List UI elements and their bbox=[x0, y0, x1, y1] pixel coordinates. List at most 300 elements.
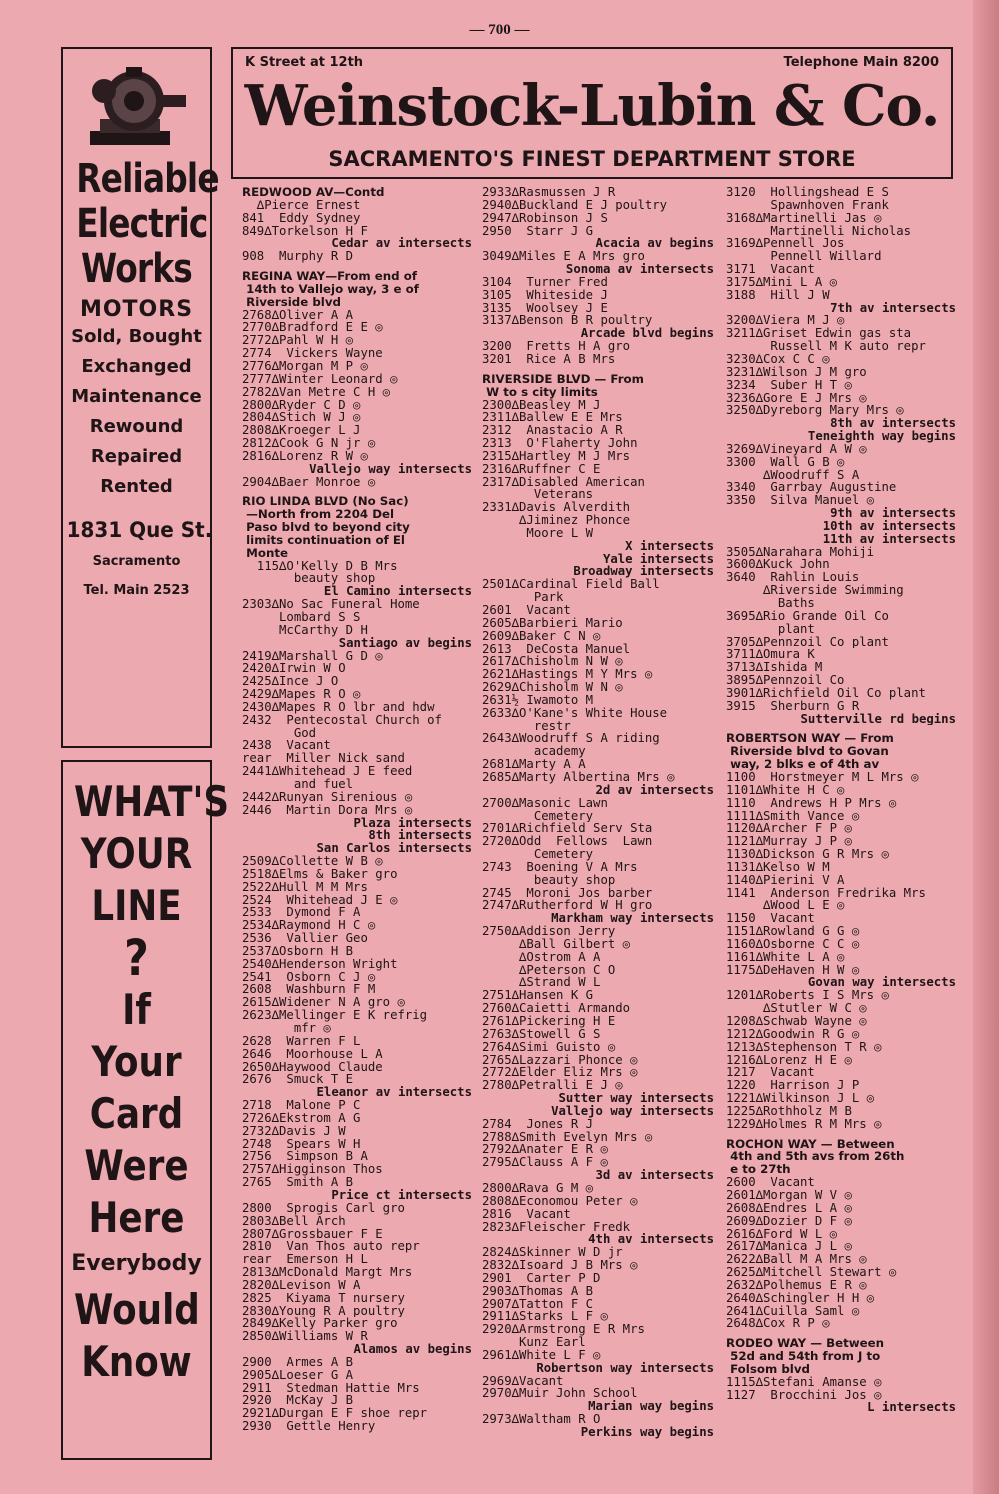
directory-entry: 2816 Vacant bbox=[482, 1207, 571, 1221]
directory-entry: 2501∆Cardinal Field Ball bbox=[482, 578, 660, 592]
directory-entry: 3231∆Wilson J M gro bbox=[726, 365, 867, 379]
directory-entry: 1130∆Dickson G R Mrs ◎ bbox=[726, 848, 889, 861]
directory-entry: 2316∆Ruffner C E bbox=[482, 462, 601, 476]
directory-entry: 2961∆White L F ◎ bbox=[482, 1348, 601, 1362]
directory-entry: 1101∆White H C ◎ bbox=[726, 783, 845, 797]
directory-entry: 2757∆Higginson Thos bbox=[242, 1163, 383, 1177]
directory-entry: 2534∆Raymond H C ◎ bbox=[242, 919, 376, 933]
directory-entry: 2732∆Davis J W bbox=[242, 1124, 346, 1138]
directory-entry: 2648∆Cox R P ◎ bbox=[726, 1317, 830, 1331]
directory-entry: 3640 Rahlin Louis bbox=[726, 571, 860, 585]
directory-entry: 2605∆Barbieri Mario bbox=[482, 616, 623, 630]
directory-entry: 2751∆Hansen K G bbox=[482, 989, 594, 1003]
directory-entry: 2905∆Loeser G A bbox=[242, 1368, 354, 1382]
directory-entry: ∆Pierce Ernest bbox=[242, 198, 361, 212]
directory-entry: 2430∆Mapes R O lbr and hdw bbox=[242, 700, 435, 714]
directory-entry: 1100 Horstmeyer M L Mrs ◎ bbox=[726, 770, 919, 784]
street-intersection-note: 8th av intersects bbox=[830, 417, 956, 431]
directory-entry: 2792∆Anater E R ◎ bbox=[482, 1143, 608, 1157]
directory-entry: 2803∆Bell Arch bbox=[242, 1214, 346, 1228]
street-intersection-note: Alamos av begins bbox=[353, 1343, 472, 1356]
ad-city: Sacramento bbox=[92, 554, 181, 570]
directory-entry: 1151∆Rowland G G ◎ bbox=[726, 925, 860, 938]
directory-entry: 2313 O'Flaherty John bbox=[482, 437, 638, 450]
ad-service: Sold, Bought bbox=[71, 326, 202, 348]
directory-entry: 3695∆Rio Grande Oil Co bbox=[726, 609, 889, 623]
directory-entry: 2685∆Marty Albertina Mrs ◎ bbox=[482, 770, 675, 784]
street-heading: limits continuation of El bbox=[242, 533, 405, 547]
directory-entry: 2800∆Rava G M ◎ bbox=[482, 1181, 594, 1195]
store-tagline: SACRAMENTO'S FINEST DEPARTMENT STORE bbox=[328, 147, 856, 171]
street-heading: Riverside blvd to Govan bbox=[726, 745, 889, 759]
directory-entry: 3049∆Miles E A Mrs gro bbox=[482, 250, 645, 264]
directory-entry: 3895∆Pennzoil Co bbox=[726, 674, 845, 687]
directory-entry: 2763∆Stowell G S bbox=[482, 1027, 601, 1041]
ad2-word: Card bbox=[89, 1089, 184, 1138]
directory-entry: 2950 Starr J G bbox=[482, 224, 594, 238]
directory-entry: rear Emerson H L bbox=[242, 1253, 368, 1267]
directory-entry: ∆Jiminez Phonce bbox=[482, 514, 631, 527]
directory-entry: 2743 Boening V A Mrs bbox=[482, 860, 638, 874]
street-intersection-note: Teneighth way begins bbox=[807, 430, 956, 443]
directory-entry: 2631½ Iwamoto M bbox=[482, 693, 594, 707]
directory-entry: beauty shop bbox=[482, 873, 616, 887]
directory-entry: ∆Riverside Swimming bbox=[726, 584, 904, 597]
directory-entry: 2784 Jones R J bbox=[482, 1117, 594, 1131]
directory-entry: 3171 Vacant bbox=[726, 263, 815, 276]
directory-entry: 2832∆Isoard J B Mrs ◎ bbox=[482, 1259, 638, 1272]
directory-entry: 2756 Simpson B A bbox=[242, 1150, 368, 1164]
directory-entry: 3236∆Gore E J Mrs ◎ bbox=[726, 391, 867, 405]
directory-entry: 2701∆Richfield Serv Sta bbox=[482, 822, 653, 836]
directory-entry: 2650∆Haywood Claude bbox=[242, 1060, 383, 1074]
directory-entry: 2617∆Chisholm N W ◎ bbox=[482, 655, 623, 669]
ad2-word: Were bbox=[84, 1141, 189, 1190]
directory-entry: 2315∆Hartley M J Mrs bbox=[482, 449, 631, 463]
directory-entry: 2616∆Ford W L ◎ bbox=[726, 1227, 838, 1241]
directory-entry: Pennell Willard bbox=[726, 250, 882, 264]
directory-entry: ∆Peterson C O bbox=[482, 963, 616, 977]
directory-entry: 2509∆Collette W B ◎ bbox=[242, 855, 383, 868]
directory-entry: Cemetery bbox=[482, 848, 594, 861]
directory-entry: 1216∆Lorenz H E ◎ bbox=[726, 1053, 852, 1067]
directory-entry: ∆Wood L E ◎ bbox=[726, 899, 845, 913]
ad2-word: Your bbox=[91, 1037, 182, 1086]
street-heading: ROBERTSON WAY — From bbox=[726, 732, 894, 746]
street-intersection-note: Sutter way intersects bbox=[558, 1092, 714, 1105]
directory-entry: 2808∆Economou Peter ◎ bbox=[482, 1194, 638, 1208]
directory-entry: rear Miller Nick sand bbox=[242, 752, 405, 766]
street-heading: REGINA WAY—From end of bbox=[242, 270, 417, 283]
directory-entry: academy bbox=[482, 745, 586, 759]
directory-entry: 2608 Washburn F M bbox=[242, 983, 376, 997]
directory-entry: 1201∆Roberts I S Mrs ◎ bbox=[726, 989, 889, 1003]
ad2-word: Everybody bbox=[71, 1251, 202, 1276]
directory-entry: 2601∆Morgan W V ◎ bbox=[726, 1188, 852, 1202]
street-heading: Monte bbox=[242, 546, 288, 560]
street-intersection-note: Marian way begins bbox=[588, 1400, 714, 1414]
directory-entry: 2907∆Tatton F C bbox=[482, 1297, 594, 1311]
directory-entry: 2782∆Van Metre C H ◎ bbox=[242, 385, 391, 399]
ad-motors: MOTORS bbox=[79, 297, 194, 323]
directory-entry: 2615∆Widener N A gro ◎ bbox=[242, 996, 405, 1010]
directory-entry: 2446 Martin Dora Mrs ◎ bbox=[242, 803, 413, 817]
street-heading: RIVERSIDE BLVD — From bbox=[482, 372, 644, 386]
directory-entry: 3169∆Pennell Jos bbox=[726, 237, 845, 251]
directory-entry: 1161∆White L A ◎ bbox=[726, 950, 845, 964]
street-heading: REDWOOD AV—Contd bbox=[242, 186, 385, 199]
ad2-word: LINE bbox=[91, 881, 182, 930]
directory-entry: 3137∆Benson B R poultry bbox=[482, 314, 653, 328]
directory-entry: 2425∆Ince J O bbox=[242, 675, 339, 689]
directory-entry: 2720∆Odd Fellows Lawn bbox=[482, 835, 653, 849]
directory-entry: 1120∆Archer F P ◎ bbox=[726, 822, 852, 836]
directory-entry: 2768∆Oliver A A bbox=[242, 308, 354, 322]
directory-entry: beauty shop bbox=[242, 572, 376, 586]
directory-entry: 1225∆Rothholz M B bbox=[726, 1104, 852, 1118]
directory-entry: 2432 Pentecostal Church of bbox=[242, 713, 442, 727]
directory-entry: 2625∆Mitchell Stewart ◎ bbox=[726, 1266, 897, 1279]
directory-entry: 2825 Kiyama T nursery bbox=[242, 1291, 405, 1305]
directory-entry: Cemetery bbox=[482, 809, 594, 823]
directory-entry: 1217 Vacant bbox=[726, 1066, 815, 1080]
directory-entry: 2820∆Levison W A bbox=[242, 1278, 361, 1292]
directory-entry: 2765 Smith A B bbox=[242, 1176, 354, 1189]
directory-entry: 2640∆Schingler H H ◎ bbox=[726, 1291, 875, 1305]
directory-entry: 908 Murphy R D bbox=[242, 250, 354, 264]
ad2-word: If bbox=[122, 985, 151, 1034]
ad2-word: Here bbox=[88, 1193, 185, 1242]
street-intersection-note: Price ct intersects bbox=[331, 1188, 472, 1202]
directory-entry: 1220 Harrison J P bbox=[726, 1079, 860, 1093]
directory-entry: 2947∆Robinson J S bbox=[482, 211, 608, 225]
directory-entry: ∆Strand W L bbox=[482, 976, 601, 990]
ad-title-line-1: Reliable bbox=[76, 156, 219, 202]
street-heading: Riverside blvd bbox=[242, 295, 341, 309]
directory-column-2 bbox=[482, 186, 714, 1439]
electric-motor-icon bbox=[82, 61, 192, 153]
directory-entry: ∆Woodruff S A bbox=[726, 468, 860, 482]
directory-entry: 2429∆Mapes R O ◎ bbox=[242, 688, 361, 701]
street-intersection-note: Arcade blvd begins bbox=[580, 327, 714, 341]
directory-entry: 2600 Vacant bbox=[726, 1176, 815, 1189]
street-heading: e to 27th bbox=[726, 1163, 791, 1177]
directory-entry: 2537∆Osborn H B bbox=[242, 944, 354, 958]
directory-entry: 2303∆No Sac Funeral Home bbox=[242, 598, 420, 611]
directory-entry: 3230∆Cox C C ◎ bbox=[726, 352, 830, 366]
directory-entry: 2808∆Kroeger L J bbox=[242, 424, 361, 438]
directory-entry: 2718 Malone P C bbox=[242, 1099, 361, 1112]
directory-entry: 115∆O'Kelly D B Mrs bbox=[242, 559, 398, 573]
ad-title-line-2: Electric bbox=[76, 200, 208, 247]
directory-entry: 2800∆Ryder C D ◎ bbox=[242, 398, 361, 412]
directory-entry: 3135 Woolsey J E bbox=[482, 301, 608, 315]
directory-entry: 2524 Whitehead J E ◎ bbox=[242, 893, 398, 907]
street-intersection-note: Cedar av intersects bbox=[331, 237, 472, 251]
reliable-electric-ad bbox=[61, 47, 219, 748]
directory-entry: 2541 Osborn C J ◎ bbox=[242, 970, 376, 984]
directory-entry: 3713∆Ishida M bbox=[726, 661, 823, 675]
directory-entry: 2622∆Ball M A Mrs ◎ bbox=[726, 1253, 867, 1267]
directory-entry: 1127 Brocchini Jos ◎ bbox=[726, 1388, 882, 1402]
directory-entry: 2973∆Waltham R O bbox=[482, 1413, 601, 1426]
directory-entry: 2813∆McDonald Margt Mrs bbox=[242, 1266, 413, 1279]
street-intersection-note: 9th av intersects bbox=[830, 507, 956, 520]
directory-entry: 2940∆Buckland E J poultry bbox=[482, 198, 668, 212]
directory-entry: 3104 Turner Fred bbox=[482, 275, 608, 289]
directory-entry: 2911 Stedman Hattie Mrs bbox=[242, 1381, 420, 1395]
directory-entry: and fuel bbox=[242, 777, 354, 791]
directory-entry: 3269∆Vineyard A W ◎ bbox=[726, 442, 867, 456]
directory-entry: 2823∆Fleischer Fredk bbox=[482, 1220, 631, 1234]
directory-entry: 2522∆Hull M M Mrs bbox=[242, 880, 368, 894]
directory-entry: 3175∆Mini L A ◎ bbox=[726, 275, 838, 289]
street-intersection-note: 7th av intersects bbox=[830, 301, 956, 315]
street-heading: —North from 2204 Del bbox=[242, 508, 395, 522]
directory-entry: 3211∆Griset Edwin gas sta bbox=[726, 327, 912, 341]
directory-entry: 3250∆Dyreborg Mary Mrs ◎ bbox=[726, 404, 904, 418]
ad-title-line-3: Works bbox=[81, 245, 192, 292]
directory-entry: 2761∆Pickering H E bbox=[482, 1015, 616, 1028]
directory-entry: 2609∆Dozier D F ◎ bbox=[726, 1214, 852, 1228]
ad-address: 1831 Que St. bbox=[66, 518, 213, 543]
directory-entry: 1212∆Goodwin R G ◎ bbox=[726, 1027, 860, 1041]
ad2-word: ? bbox=[124, 929, 149, 987]
directory-entry: 3105 Whiteside J bbox=[482, 288, 608, 302]
directory-entry: 3901∆Richfield Oil Co plant bbox=[726, 686, 926, 700]
directory-entry: 2676 Smuck T E bbox=[242, 1073, 354, 1087]
directory-entry: 2312 Anastacio A R bbox=[482, 424, 623, 438]
weinstock-lubin-header-ad bbox=[231, 47, 953, 179]
street-heading: RIO LINDA BLVD (No Sac) bbox=[242, 495, 409, 509]
directory-entry: 2628 Warren F L bbox=[242, 1034, 361, 1048]
directory-entry: mfr ◎ bbox=[242, 1022, 331, 1035]
header-phone: Telephone Main 8200 bbox=[783, 55, 939, 70]
directory-entry: 3350 Silva Manuel ◎ bbox=[726, 494, 875, 508]
directory-entry: 2930 Gettle Henry bbox=[242, 1420, 376, 1433]
street-intersection-note: 8th intersects bbox=[368, 829, 472, 843]
directory-entry: 3711∆Omura K bbox=[726, 648, 815, 662]
ad-service: Rewound bbox=[89, 416, 184, 438]
directory-entry: 2438 Vacant bbox=[242, 739, 331, 753]
street-intersection-note: Sutterville rd begins bbox=[800, 712, 956, 726]
street-intersection-note: 3d av intersects bbox=[595, 1169, 714, 1182]
street-intersection-note: Yale intersects bbox=[602, 552, 714, 566]
directory-entry: 2747∆Rutherford W H gro bbox=[482, 899, 653, 913]
directory-entry: 2750∆Addison Jerry bbox=[482, 925, 616, 938]
directory-entry: 2518∆Elms & Baker gro bbox=[242, 867, 398, 881]
directory-entry: ∆Ostrom A A bbox=[482, 950, 601, 964]
directory-entry: 2850∆Williams W R bbox=[242, 1330, 368, 1344]
directory-entry: 2629∆Chisholm W N ◎ bbox=[482, 681, 623, 694]
directory-entry: 1115∆Stefani Amanse ◎ bbox=[726, 1375, 882, 1389]
directory-entry: 2920∆Armstrong E R Mrs bbox=[482, 1323, 645, 1337]
directory-entry: 1213∆Stephenson T R ◎ bbox=[726, 1040, 882, 1054]
ad-service: Exchanged bbox=[81, 356, 192, 378]
directory-entry: 2617∆Manica J L ◎ bbox=[726, 1240, 852, 1254]
directory-entry: 2795∆Clauss A F ◎ bbox=[482, 1156, 608, 1170]
directory-entry: 1208∆Schwab Wayne ◎ bbox=[726, 1015, 867, 1028]
directory-entry: God bbox=[242, 726, 317, 740]
directory-entry: 3234 Suber H T ◎ bbox=[726, 378, 852, 392]
directory-entry: 849∆Torkelson H F bbox=[242, 224, 368, 238]
directory-entry: 3340 Garrbay Augustine bbox=[726, 481, 897, 495]
directory-entry: 1150 Vacant bbox=[726, 912, 815, 926]
directory-entry: 3188 Hill J W bbox=[726, 288, 830, 302]
directory-entry: 2601 Vacant bbox=[482, 604, 571, 617]
directory-entry: 2770∆Bradford E E ◎ bbox=[242, 321, 383, 335]
street-intersection-note: San Carlos intersects bbox=[316, 842, 472, 856]
directory-entry: 2331∆Davis Alverdith bbox=[482, 501, 631, 515]
street-intersection-note: Markham way intersects bbox=[551, 912, 714, 926]
directory-entry: 1229∆Holmes R M Mrs ◎ bbox=[726, 1117, 882, 1131]
directory-entry: 2311∆Ballew E E Mrs bbox=[482, 411, 623, 425]
directory-entry: 2536 Vallier Geo bbox=[242, 932, 368, 945]
street-intersection-note: Sonoma av intersects bbox=[565, 263, 714, 276]
directory-entry: plant bbox=[726, 622, 815, 636]
street-heading: way, 2 blks e of 4th av bbox=[726, 758, 880, 771]
street-intersection-note: Acacia av begins bbox=[595, 237, 714, 251]
street-heading: 52d and 54th from J to bbox=[726, 1350, 881, 1363]
directory-entry: 2777∆Winter Leonard ◎ bbox=[242, 372, 398, 386]
ad2-word: WHAT'S bbox=[74, 777, 230, 826]
directory-entry: 1121∆Murray J P ◎ bbox=[726, 835, 852, 849]
street-heading: Folsom blvd bbox=[726, 1362, 810, 1376]
directory-entry: 2442∆Runyan Sirenious ◎ bbox=[242, 790, 413, 804]
directory-entry: 2774 Vickers Wayne bbox=[242, 347, 383, 360]
directory-entry: 1221∆Wilkinson J L ◎ bbox=[726, 1092, 875, 1105]
directory-entry: 2646 Moorhouse L A bbox=[242, 1047, 383, 1061]
directory-entry: 2849∆Kelly Parker gro bbox=[242, 1317, 398, 1331]
directory-entry: ∆Stutler W C ◎ bbox=[726, 1002, 867, 1015]
street-intersection-note: X intersects bbox=[625, 539, 714, 553]
store-name-logo: Weinstock-Lubin & Co. bbox=[244, 73, 940, 139]
directory-entry: 1140∆Pierini V A bbox=[726, 873, 845, 887]
directory-entry: 1141 Anderson Fredrika Mrs bbox=[726, 886, 926, 900]
directory-entry: 2317∆Disabled American bbox=[482, 475, 645, 489]
directory-entry: Kunz Earl bbox=[482, 1336, 586, 1349]
street-heading: Paso blvd to beyond city bbox=[242, 521, 410, 534]
directory-entry: 2633∆O'Kane's White House bbox=[482, 706, 668, 720]
ad-telephone: Tel. Main 2523 bbox=[83, 583, 190, 599]
street-intersection-note: L intersects bbox=[867, 1401, 956, 1415]
directory-entry: 3201 Rice A B Mrs bbox=[482, 352, 616, 366]
street-intersection-note: Eleanor av intersects bbox=[316, 1086, 472, 1100]
directory-entry: 2824∆Skinner W D jr bbox=[482, 1246, 623, 1260]
directory-entry: 3200 Fretts H A gro bbox=[482, 340, 631, 353]
street-intersection-note: El Camino intersects bbox=[323, 585, 472, 599]
directory-entry: 2900 Armes A B bbox=[242, 1355, 354, 1369]
directory-entry: 2748 Spears W H bbox=[242, 1137, 361, 1151]
directory-entry: Moore L W bbox=[482, 526, 594, 540]
directory-entry: 1175∆DeHaven H W ◎ bbox=[726, 963, 860, 977]
ad-service: Maintenance bbox=[71, 386, 202, 408]
directory-entry: 2970∆Muir John School bbox=[482, 1387, 638, 1401]
directory-entry: 2901 Carter P D bbox=[482, 1271, 601, 1285]
ad2-word: Would bbox=[74, 1285, 200, 1334]
directory-entry: 841 Eddy Sydney bbox=[242, 211, 361, 225]
directory-entry: 2641∆Cuilla Saml ◎ bbox=[726, 1304, 860, 1318]
directory-entry: 3705∆Pennzoil Co plant bbox=[726, 635, 889, 649]
street-intersection-note: Govan way intersects bbox=[807, 976, 956, 990]
directory-entry: 3600∆Kuck John bbox=[726, 558, 830, 572]
street-intersection-note: Broadway intersects bbox=[573, 565, 714, 579]
directory-entry: 2911∆Starks L F ◎ bbox=[482, 1310, 608, 1324]
directory-entry: 2903∆Thomas A B bbox=[482, 1284, 594, 1298]
directory-entry: 2760∆Caietti Armando bbox=[482, 1002, 631, 1015]
directory-entry: 2772∆Elder Eliz Mrs ◎ bbox=[482, 1066, 638, 1080]
directory-entry: 2419∆Marshall G D ◎ bbox=[242, 649, 383, 663]
street-heading: ROCHON WAY — Between bbox=[726, 1137, 895, 1151]
directory-entry: Lombard S S bbox=[242, 611, 361, 624]
directory-entry: 2608∆Endres L A ◎ bbox=[726, 1201, 852, 1215]
ad2-word: Know bbox=[81, 1337, 192, 1386]
directory-entry: 2969∆Vacant bbox=[482, 1374, 564, 1388]
book-spine-edge bbox=[973, 0, 999, 1494]
directory-entry: 2643∆Woodruff S A riding bbox=[482, 732, 660, 746]
directory-entry: Russell M K auto repr bbox=[726, 340, 926, 353]
street-intersection-note: Robertson way intersects bbox=[536, 1361, 714, 1375]
whats-your-line-ad bbox=[61, 760, 230, 1460]
directory-entry: 1110 Andrews H P Mrs ◎ bbox=[726, 796, 897, 810]
header-street: K Street at 12th bbox=[245, 55, 364, 70]
street-heading: W to s city limits bbox=[482, 385, 598, 399]
directory-entry: 2765∆Lazzari Phonce ◎ bbox=[482, 1053, 638, 1067]
directory-entry: 3200∆Viera M J ◎ bbox=[726, 314, 845, 328]
street-heading: RODEO WAY — Between bbox=[726, 1337, 885, 1351]
directory-entry: Baths bbox=[726, 597, 815, 610]
street-intersection-note: Vallejo way intersects bbox=[551, 1104, 714, 1118]
directory-entry: Veterans bbox=[482, 488, 594, 502]
directory-entry: 2700∆Masonic Lawn bbox=[482, 796, 608, 810]
directory-entry: 2681∆Marty A A bbox=[482, 758, 586, 771]
directory-entry: McCarthy D H bbox=[242, 623, 368, 637]
directory-entry: 2804∆Stich W J ◎ bbox=[242, 411, 361, 425]
directory-entry: 1131∆Kelso W M bbox=[726, 860, 830, 874]
directory-entry: 2613 DeCosta Manuel bbox=[482, 642, 631, 656]
directory-entry: Spawnhoven Frank bbox=[726, 198, 889, 212]
directory-entry: 2420∆Irwin W O bbox=[242, 662, 346, 676]
directory-entry: 2810 Van Thos auto repr bbox=[242, 1240, 420, 1254]
directory-entry: 2609∆Baker C N ◎ bbox=[482, 629, 601, 643]
directory-entry: 3505∆Narahara Mohiji bbox=[726, 545, 875, 559]
directory-entry: 2621∆Hastings M Y Mrs ◎ bbox=[482, 668, 653, 682]
directory-entry: 2933∆Rasmussen J R bbox=[482, 186, 616, 199]
directory-entry: Park bbox=[482, 591, 564, 604]
ad-service: Rented bbox=[100, 476, 173, 498]
street-heading: 4th and 5th avs from 26th bbox=[726, 1150, 905, 1164]
street-intersection-note: Santiago av begins bbox=[338, 636, 472, 650]
directory-entry: 3168∆Martinelli Jas ◎ bbox=[726, 211, 882, 225]
directory-entry: 3915 Sherburn G R bbox=[726, 699, 860, 713]
directory-entry: 1111∆Smith Vance ◎ bbox=[726, 809, 860, 823]
street-intersection-note: 4th av intersects bbox=[588, 1233, 714, 1247]
directory-entry: 2745 Moroni Jos barber bbox=[482, 886, 653, 900]
ad-service: Repaired bbox=[90, 446, 183, 468]
directory-entry: 2921∆Durgan E F shoe repr bbox=[242, 1407, 428, 1421]
street-intersection-note: 2d av intersects bbox=[595, 783, 714, 797]
directory-entry: 2533 Dymond F A bbox=[242, 906, 361, 920]
directory-entry: 2776∆Morgan M P ◎ bbox=[242, 359, 368, 373]
directory-entry: 2920 McKay J B bbox=[242, 1394, 354, 1408]
street-heading: 14th to Vallejo way, 3 e of bbox=[242, 282, 419, 296]
directory-entry: 2623∆Mellinger E K refrig bbox=[242, 1009, 428, 1022]
street-intersection-note: Perkins way begins bbox=[580, 1426, 714, 1439]
directory-column-1 bbox=[242, 186, 472, 1433]
directory-entry: 2830∆Young R A poultry bbox=[242, 1304, 405, 1318]
street-intersection-note: 11th av intersects bbox=[822, 532, 956, 546]
directory-entry: 2441∆Whitehead J E feed bbox=[242, 765, 413, 778]
